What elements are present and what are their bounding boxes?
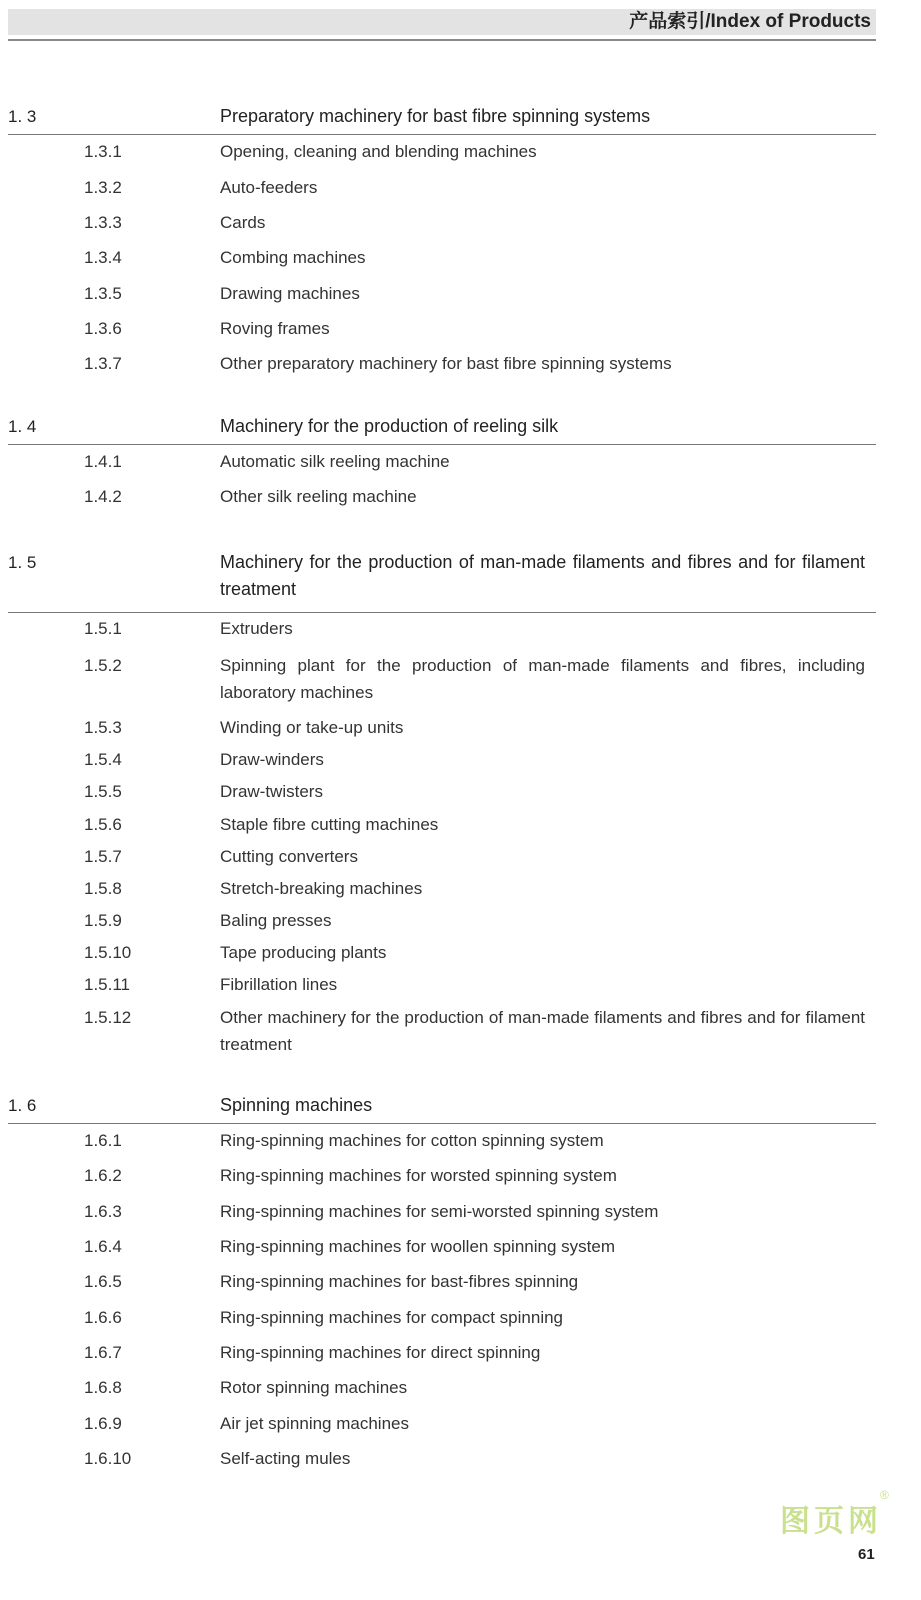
item-title: Stretch-breaking machines <box>220 878 423 898</box>
item-number: 1.3.5 <box>84 283 122 303</box>
item-number: 1.5.2 <box>84 655 122 675</box>
item-title: Other machinery for the production of man-made filaments and fibres and for filament treatment <box>220 1007 865 1054</box>
item-number: 1.5.8 <box>84 878 122 898</box>
item-title: Spinning plant for the production of man-made filaments and fibres, including laboratory machines <box>220 655 865 702</box>
header-divider <box>8 39 876 41</box>
item-title: Combing machines <box>220 247 366 267</box>
section-number: 1. 4 <box>8 416 37 436</box>
section-divider <box>8 444 876 445</box>
item-title: Automatic silk reeling machine <box>220 451 450 471</box>
item-number: 1.3.4 <box>84 247 122 267</box>
item-number: 1.5.9 <box>84 910 122 930</box>
item-title: Roving frames <box>220 318 330 338</box>
item-number: 1.6.7 <box>84 1342 122 1362</box>
item-number: 1.6.8 <box>84 1377 122 1397</box>
item-title: Extruders <box>220 618 293 638</box>
item-number: 1.3.6 <box>84 318 122 338</box>
item-title: Ring-spinning machines for direct spinning <box>220 1342 541 1362</box>
section-title: Machinery for the production of reeling silk <box>220 415 559 436</box>
item-title: Baling presses <box>220 910 332 930</box>
item-title: Draw-twisters <box>220 781 323 801</box>
item-number: 1.3.1 <box>84 141 122 161</box>
item-number: 1.5.3 <box>84 717 122 737</box>
item-title: Cutting converters <box>220 846 358 866</box>
item-title: Rotor spinning machines <box>220 1377 408 1397</box>
item-number: 1.5.10 <box>84 942 132 962</box>
section-number: 1. 3 <box>8 106 37 126</box>
item-title: Staple fibre cutting machines <box>220 814 439 834</box>
page-number: 61 <box>858 1546 875 1563</box>
section-number: 1. 6 <box>8 1095 37 1115</box>
item-title: Winding or take-up units <box>220 717 404 737</box>
item-title: Draw-winders <box>220 749 324 769</box>
item-title: Ring-spinning machines for semi-worsted spinning system <box>220 1201 659 1221</box>
item-number: 1.6.3 <box>84 1201 122 1221</box>
item-number: 1.5.4 <box>84 749 122 769</box>
item-number: 1.5.11 <box>84 974 131 994</box>
item-title: Ring-spinning machines for cotton spinning system <box>220 1130 604 1150</box>
section-title: Preparatory machinery for bast fibre spinning systems <box>220 105 651 126</box>
item-title: Fibrillation lines <box>220 974 338 994</box>
section-title: Spinning machines <box>220 1094 373 1115</box>
item-number: 1.6.5 <box>84 1271 122 1291</box>
item-number: 1.6.6 <box>84 1307 122 1327</box>
item-number: 1.5.7 <box>84 846 122 866</box>
item-title: Other silk reeling machine <box>220 486 417 506</box>
section-divider <box>8 1123 876 1124</box>
item-number: 1.6.10 <box>84 1448 132 1468</box>
header-title: 产品索引/Index of Products <box>629 11 871 32</box>
section-title: Machinery for the production of man-made filaments and fibres and for filament treatment <box>220 551 865 599</box>
item-title: Auto-feeders <box>220 177 318 197</box>
item-number: 1.3.2 <box>84 177 122 197</box>
item-title: Air jet spinning machines <box>220 1413 409 1433</box>
item-number: 1.5.6 <box>84 814 122 834</box>
item-title: Drawing machines <box>220 283 360 303</box>
item-number: 1.4.1 <box>84 451 122 471</box>
section-divider <box>8 134 876 135</box>
item-number: 1.6.1 <box>84 1130 122 1150</box>
item-number: 1.4.2 <box>84 486 122 506</box>
registered-mark: ® <box>880 1488 889 1502</box>
item-title: Opening, cleaning and blending machines <box>220 141 537 161</box>
section-number: 1. 5 <box>8 552 37 572</box>
item-title: Other preparatory machinery for bast fibre spinning systems <box>220 353 672 373</box>
item-title: Ring-spinning machines for compact spinning <box>220 1307 564 1327</box>
item-title: Tape producing plants <box>220 942 387 962</box>
item-number: 1.6.2 <box>84 1165 122 1185</box>
section-divider <box>8 612 876 613</box>
item-number: 1.6.9 <box>84 1413 122 1433</box>
item-title: Ring-spinning machines for woollen spinning system <box>220 1236 615 1256</box>
item-title: Ring-spinning machines for bast-fibres spinning <box>220 1271 579 1291</box>
item-number: 1.3.7 <box>84 353 122 373</box>
item-number: 1.5.12 <box>84 1007 132 1027</box>
item-number: 1.5.5 <box>84 781 122 801</box>
item-title: Cards <box>220 212 266 232</box>
item-number: 1.6.4 <box>84 1236 122 1256</box>
watermark-logo: 图页网 <box>780 1504 882 1539</box>
item-number: 1.5.1 <box>84 618 122 638</box>
item-title: Ring-spinning machines for worsted spinning system <box>220 1165 617 1185</box>
item-number: 1.3.3 <box>84 212 122 232</box>
item-title: Self-acting mules <box>220 1448 351 1468</box>
